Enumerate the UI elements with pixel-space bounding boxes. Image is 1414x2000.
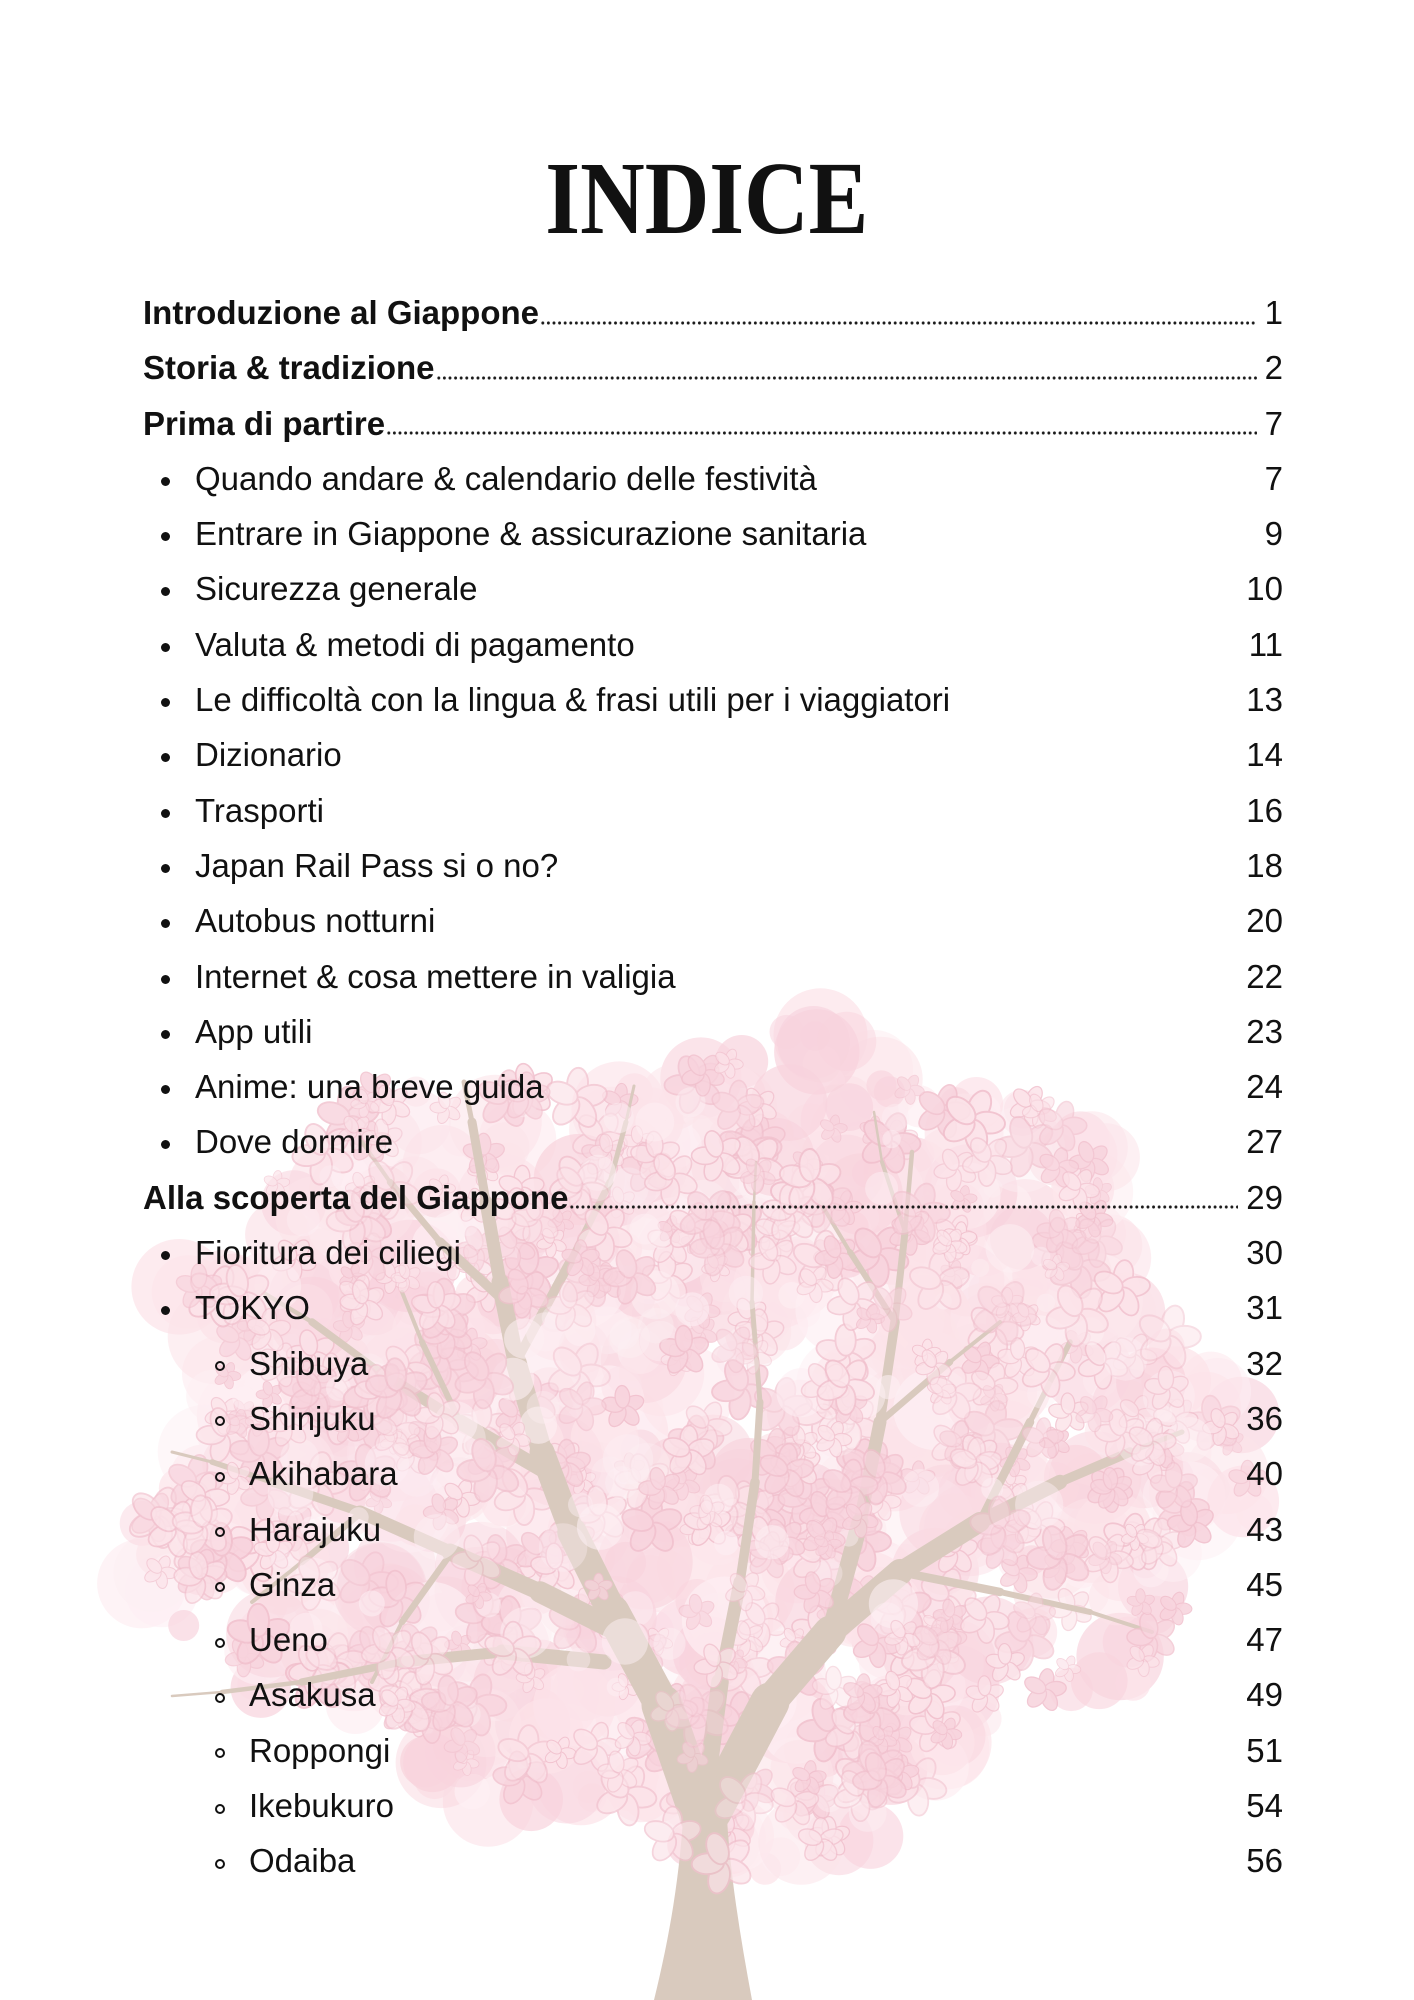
dot-leader <box>386 396 1257 451</box>
toc-subitem <box>143 1502 1283 1557</box>
toc-item <box>143 1280 1283 1335</box>
toc-item <box>143 893 1283 948</box>
item-title: Anime: una breve guida <box>195 1068 544 1106</box>
subitem-title: Akihabara <box>249 1455 398 1493</box>
section-page-number: 2 <box>1264 349 1283 387</box>
table-of-contents <box>143 285 1283 1889</box>
toc-item <box>143 783 1283 838</box>
toc-item <box>143 838 1283 893</box>
item-page-number: 16 <box>1246 791 1283 829</box>
toc-subitem <box>143 1391 1283 1446</box>
toc-subitem <box>143 1612 1283 1667</box>
toc-subitem <box>143 1833 1283 1888</box>
toc-subitem <box>143 1723 1283 1778</box>
item-page-number: 22 <box>1246 957 1283 995</box>
dot-leader <box>569 1170 1238 1225</box>
toc-subitem <box>143 1557 1283 1612</box>
item-title: Dizionario <box>195 736 342 774</box>
bullet-circle <box>215 1748 225 1758</box>
item-title: Japan Rail Pass si o no? <box>195 846 559 884</box>
bullet-circle <box>215 1804 225 1814</box>
subitem-title: Ueno <box>249 1621 328 1659</box>
toc-subitem <box>143 1778 1283 1833</box>
bullet-circle <box>215 1638 225 1648</box>
bullet-disc <box>161 643 170 652</box>
bullet-disc <box>161 1251 170 1260</box>
section-page-number: 29 <box>1246 1178 1283 1216</box>
toc-section <box>143 285 1283 340</box>
item-page-number: 31 <box>1246 1289 1283 1327</box>
item-page-number: 10 <box>1246 570 1283 608</box>
subitem-title: Asakusa <box>249 1676 376 1714</box>
section-title: Storia & tradizione <box>143 349 435 387</box>
item-title: Le difficoltà con la lingua & frasi utili per i viaggiatori <box>195 681 951 719</box>
item-title: Valuta & metodi di pagamento <box>195 625 635 663</box>
bullet-disc <box>161 809 170 818</box>
item-title: Fioritura dei ciliegi <box>195 1234 461 1272</box>
subitem-page-number: 56 <box>1246 1842 1283 1880</box>
toc-item <box>143 1114 1283 1169</box>
toc-section <box>143 340 1283 395</box>
subitem-page-number: 43 <box>1246 1510 1283 1548</box>
subitem-title: Ikebukuro <box>249 1787 394 1825</box>
toc-item <box>143 727 1283 782</box>
item-page-number: 23 <box>1246 1012 1283 1050</box>
bullet-disc <box>161 477 170 486</box>
toc-item <box>143 1004 1283 1059</box>
toc-section <box>143 1170 1283 1225</box>
subitem-title: Ginza <box>249 1565 336 1603</box>
item-title: Autobus notturni <box>195 902 436 940</box>
bullet-disc <box>161 975 170 984</box>
item-page-number: 11 <box>1248 625 1283 663</box>
subitem-page-number: 45 <box>1246 1565 1283 1603</box>
bullet-disc <box>161 919 170 928</box>
item-page-number: 18 <box>1246 846 1283 884</box>
bullet-disc <box>161 1306 170 1315</box>
section-page-number: 1 <box>1264 294 1283 331</box>
item-page-number: 9 <box>1264 515 1283 553</box>
bullet-disc <box>161 587 170 596</box>
item-title: Trasporti <box>195 791 324 829</box>
bullet-disc <box>161 532 170 541</box>
toc-item <box>143 672 1283 727</box>
bullet-disc <box>161 1030 170 1039</box>
item-page-number: 24 <box>1246 1068 1283 1106</box>
bullet-disc <box>161 753 170 762</box>
item-title: Quando andare & calendario delle festività <box>195 459 817 497</box>
subitem-page-number: 40 <box>1246 1455 1283 1493</box>
subitem-page-number: 32 <box>1246 1344 1283 1382</box>
section-title: Alla scoperta del Giappone <box>143 1178 569 1216</box>
toc-item <box>143 949 1283 1004</box>
item-page-number: 20 <box>1246 902 1283 940</box>
bullet-circle <box>215 1582 225 1592</box>
subitem-title: Harajuku <box>249 1510 382 1548</box>
item-page-number: 14 <box>1246 736 1283 774</box>
bullet-circle <box>215 1527 225 1537</box>
bullet-disc <box>161 1085 170 1094</box>
toc-subitem <box>143 1336 1283 1391</box>
page-title <box>0 141 1414 256</box>
subitem-title: Shinjuku <box>249 1399 376 1437</box>
toc-item <box>143 1059 1283 1114</box>
subitem-page-number: 51 <box>1246 1731 1283 1769</box>
item-title: Sicurezza generale <box>195 570 478 608</box>
bullet-disc <box>161 1140 170 1149</box>
section-page-number: 7 <box>1264 404 1283 442</box>
toc-item <box>143 561 1283 616</box>
subitem-page-number: 36 <box>1246 1399 1283 1437</box>
toc-section <box>143 396 1283 451</box>
subitem-title: Shibuya <box>249 1344 369 1382</box>
item-title: TOKYO <box>195 1289 310 1327</box>
subitem-page-number: 47 <box>1246 1621 1283 1659</box>
toc-item <box>143 1225 1283 1280</box>
item-page-number: 30 <box>1246 1234 1283 1272</box>
item-title: Internet & cosa mettere in valigia <box>195 957 676 995</box>
item-title: Entrare in Giappone & assicurazione sanitaria <box>195 515 867 553</box>
dot-leader <box>436 340 1257 395</box>
dot-leader <box>540 285 1257 340</box>
bullet-disc <box>161 864 170 873</box>
subitem-page-number: 54 <box>1246 1787 1283 1825</box>
bullet-circle <box>215 1859 225 1869</box>
section-title: Introduzione al Giappone <box>143 294 539 331</box>
bullet-circle <box>215 1416 225 1426</box>
subitem-title: Roppongi <box>249 1731 391 1769</box>
section-title: Prima di partire <box>143 404 386 442</box>
bullet-circle <box>215 1693 225 1703</box>
subitem-title: Odaiba <box>249 1842 356 1880</box>
item-title: Dove dormire <box>195 1123 394 1161</box>
toc-item <box>143 451 1283 506</box>
item-page-number: 27 <box>1246 1123 1283 1161</box>
toc-item <box>143 506 1283 561</box>
bullet-disc <box>161 698 170 707</box>
bullet-circle <box>215 1361 225 1371</box>
toc-subitem <box>143 1667 1283 1722</box>
toc-item <box>143 617 1283 672</box>
page-title-text: INDICE <box>545 141 869 256</box>
item-page-number: 7 <box>1264 459 1283 497</box>
item-title: App utili <box>195 1012 313 1050</box>
bullet-circle <box>215 1472 225 1482</box>
item-page-number: 13 <box>1246 681 1283 719</box>
subitem-page-number: 49 <box>1246 1676 1283 1714</box>
toc-subitem <box>143 1446 1283 1501</box>
